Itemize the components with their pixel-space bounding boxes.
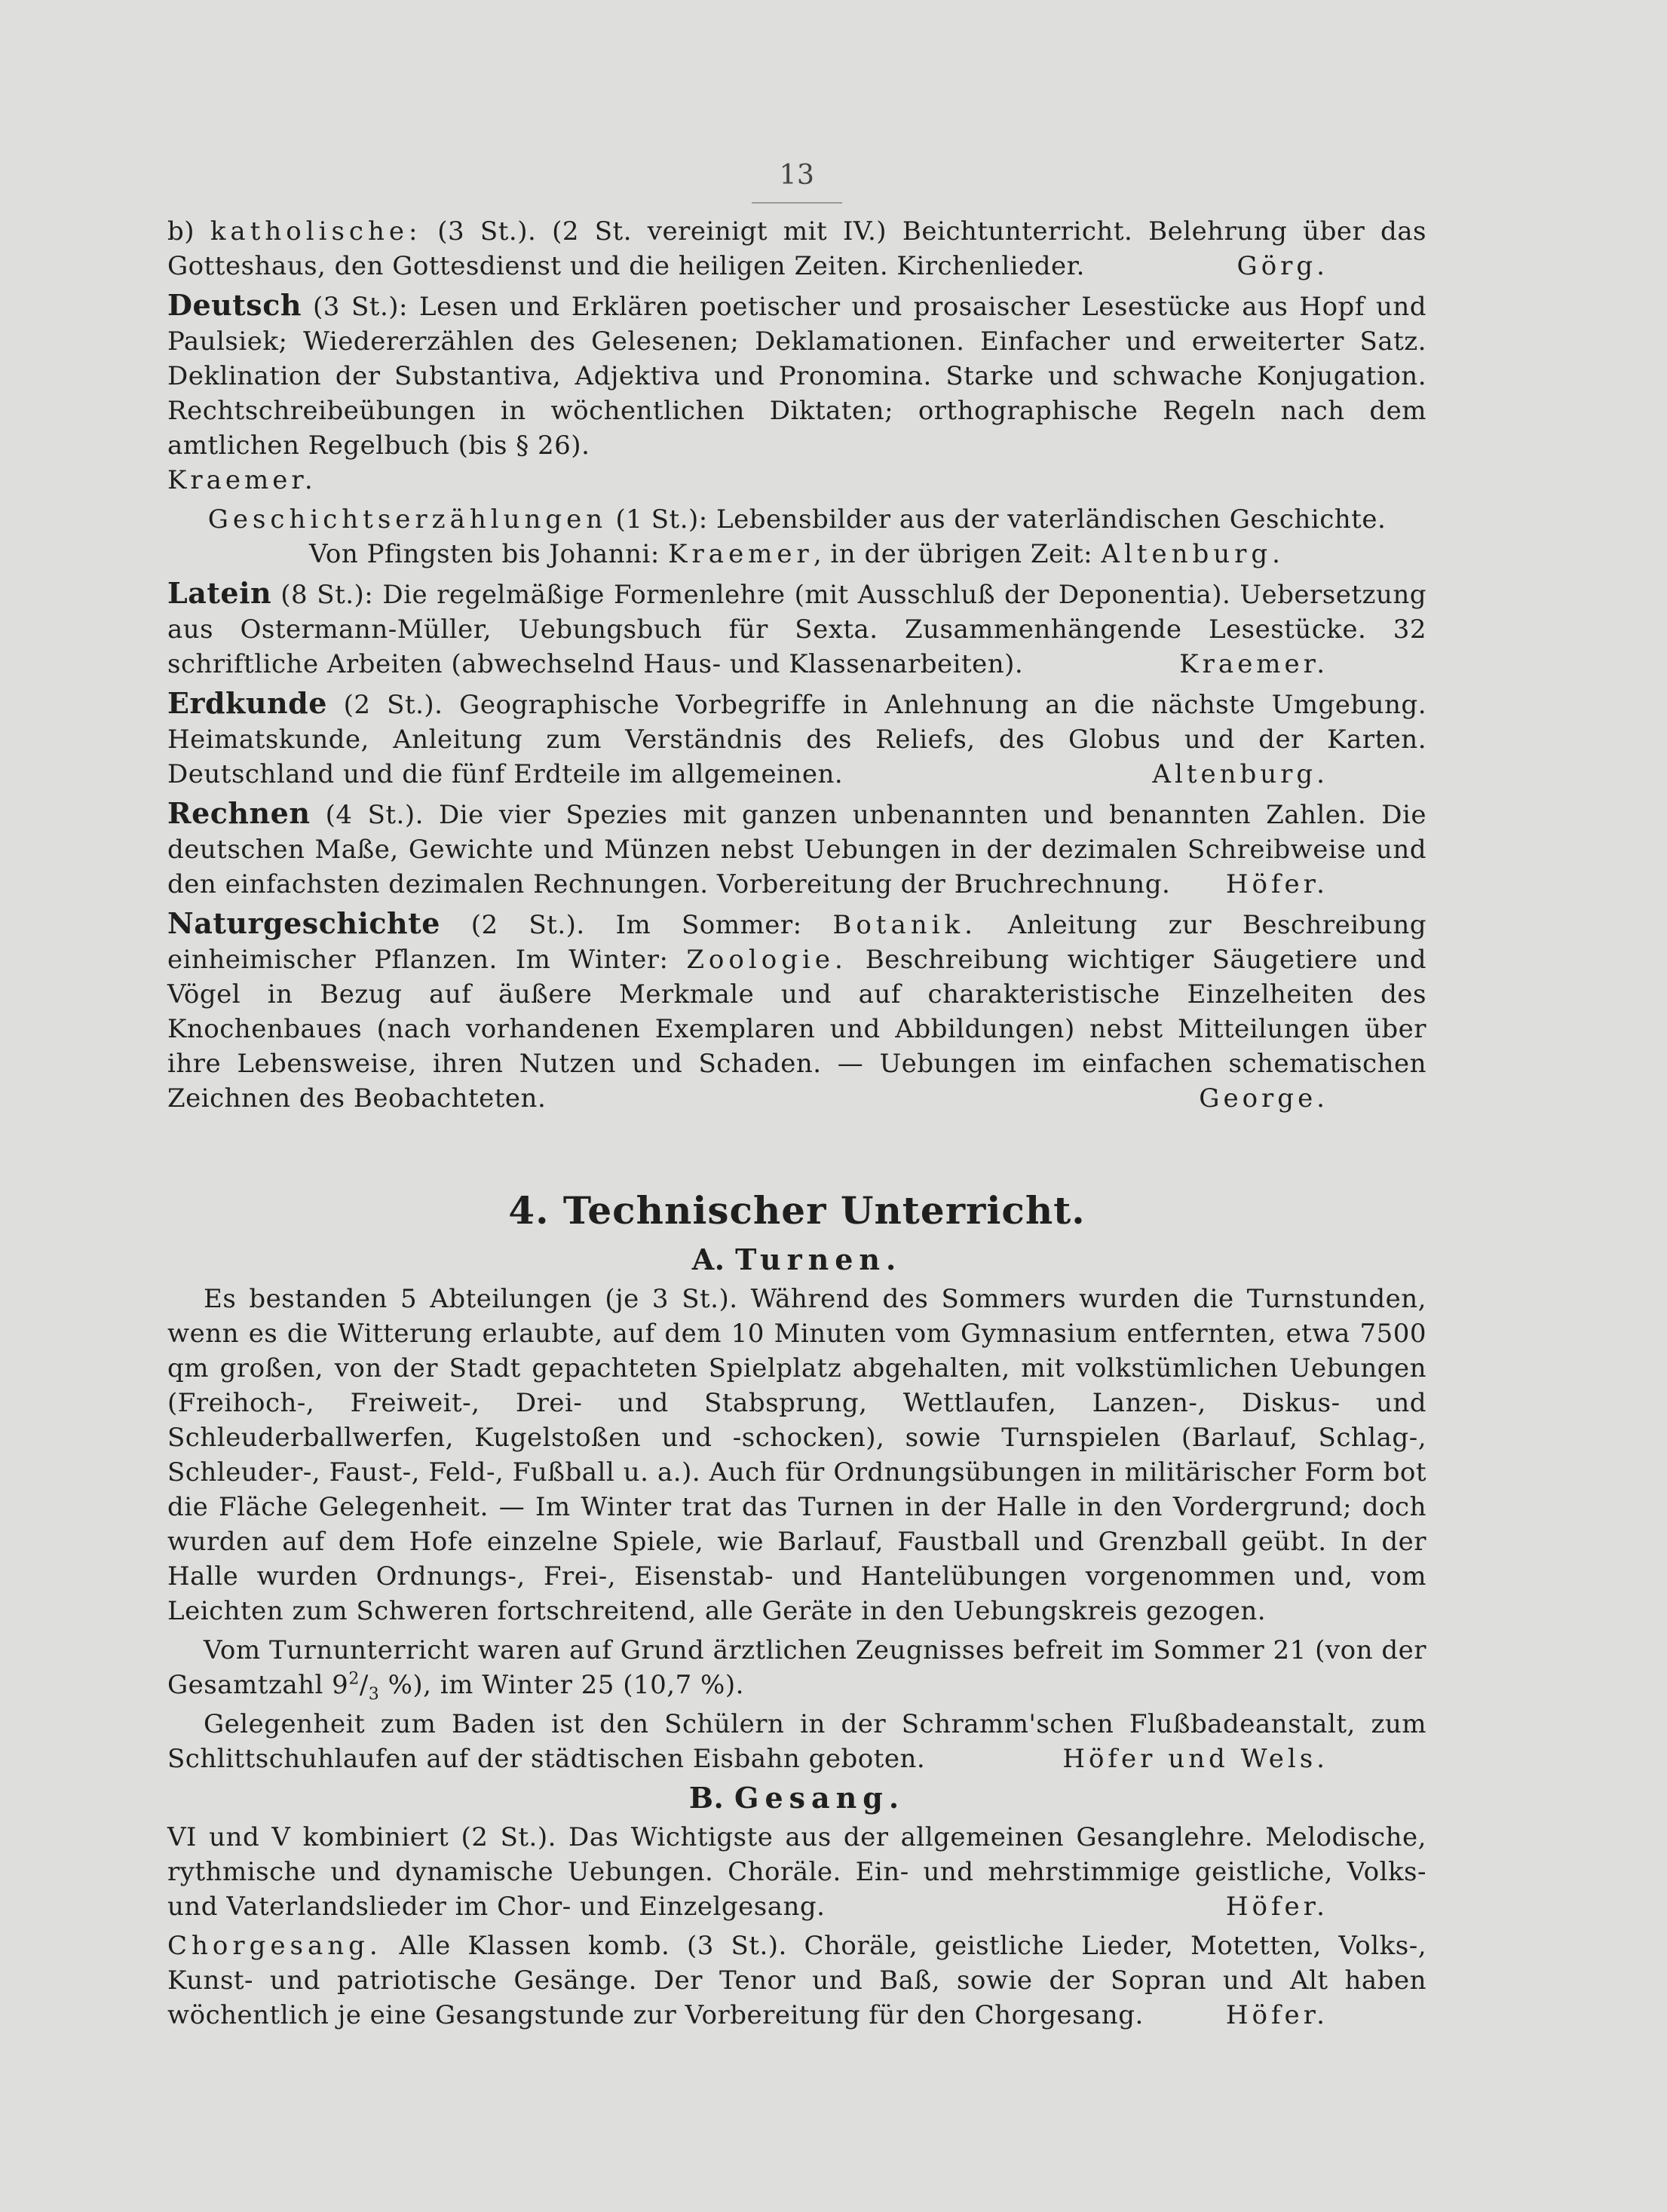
- naturgeschichte-text-c: Beschreibung wichtiger Säugetiere und Vögel in Bezug auf äußere Merkmale und auf charakteristische Einzelheiten des Knochenbaues (nach vorhandenen Exemplaren und Abbildungen) nebst Mitteilungen über ihre Lebensweise, ihren Nutzen und Schaden. — Uebungen im einfachen schematischen Zeichnen des Beobachteten.: [167, 945, 1427, 1114]
- turnen-heading-text: Turnen.: [735, 1242, 902, 1276]
- turnen-frac-num: 2: [348, 1669, 360, 1689]
- geschichte-teacher-a: Kraemer: [668, 539, 814, 569]
- gesang-item2-text: Alle Klassen komb. (3 St.). Choräle, geistliche Lieder, Motetten, Volks-, Kunst- und patriotische Gesänge. Der Tenor und Baß, sowie der Sopran und Alt haben wöchentlich je eine Gesangstunde zur Vorbereitung für den Chorgesang.: [167, 1931, 1426, 2030]
- geschichte-period-a: Von Pfingsten bis Johanni:: [309, 539, 669, 569]
- religion-text: (3 St.). (2 St. vereinigt mit IV.) Beichtunterricht. Belehrung über das Gotteshaus, den Gottesdienst und die heiligen Zeiten. Kirchenlieder.: [167, 216, 1426, 281]
- turnen-heading-prefix: A.: [691, 1242, 736, 1276]
- turnen-heading: [167, 1242, 1426, 1277]
- deutsch-text: (3 St.): Lesen und Erklären poetischer und prosaischer Lesestücke aus Hopf und Paulsiek; Wiedererzählen des Gelesenen; Deklamationen. Einfacher und erweiterter Satz. Deklination der Substantiva, Adjektiva und Pronomina. Starke und schwache Konjugation. Rechtschreibeübungen in wöchentlichen Diktaten; orthographische Regeln nach dem amtlichen Regelbuch (bis § 26).: [167, 292, 1427, 461]
- gesang-heading-prefix: B.: [688, 1781, 734, 1815]
- deutsch-teacher: Kraemer.: [167, 465, 317, 495]
- deutsch-subject: Deutsch: [167, 288, 302, 322]
- turnen-paragraph-2: Vom Turnunterricht waren auf Grund ärztlichen Zeugnisses befreit im Sommer 21 (von der Gesamtzahl $9^2/_3$ %), im Winter 25 (10,7 %).: [167, 1635, 1426, 1704]
- geschichte-entry: [167, 502, 1426, 571]
- naturgeschichte-zoologie: Zoologie.: [686, 945, 847, 975]
- naturgeschichte-teacher: George.: [1199, 1083, 1328, 1114]
- erdkunde-subject: Erdkunde: [167, 686, 327, 720]
- page-number: 13: [167, 158, 1426, 204]
- rechnen-subject: Rechnen: [167, 796, 311, 830]
- erdkunde-teacher: Altenburg.: [1152, 759, 1328, 789]
- latein-text: (8 St.): Die regelmäßige Formenlehre (mit Ausschluß der Deponentia). Uebersetzung aus Ostermann-Müller, Uebungsbuch für Sexta. Zusammenhängende Lesestücke. 32 schriftliche Arbeiten (abwechselnd Haus- und Klassenarbeiten).: [167, 580, 1426, 679]
- turnen-teacher: Höfer und Wels.: [1062, 1744, 1328, 1774]
- naturgeschichte-subject: Naturgeschichte: [167, 906, 440, 940]
- geschichte-label: Geschichtserzählungen: [207, 504, 608, 535]
- gesang-heading: [167, 1781, 1426, 1815]
- rechnen-text: (4 St.). Die vier Spezies mit ganzen unbenannten und benannten Zahlen. Die deutschen Maße, Gewichte und Münzen nebst Uebungen in der dezimalen Schreibweise und den einfachsten dezimalen Rechnungen. Vorbereitung der Bruchrechnung.: [167, 800, 1426, 899]
- turnen-para2-c: %).: [700, 1670, 744, 1700]
- turnen-frac-den: 3: [368, 1684, 380, 1704]
- geschichte-teacher-b: Altenburg.: [1101, 539, 1285, 569]
- naturgeschichte-botanik: Botanik.: [832, 910, 977, 940]
- gesang-item-1: [167, 1820, 1426, 1924]
- rechnen-teacher: Höfer.: [1225, 869, 1328, 899]
- gesang-item1-text: (2 St.). Das Wichtigste aus der allgemeinen Gesanglehre. Melodische, rythmische und dynamische Uebungen. Choräle. Ein- und mehrstimmige geistliche, Volks- und Vaterlandslieder im Chor- und Einzelgesang.: [167, 1822, 1426, 1922]
- erdkunde-text: (2 St.). Geographische Vorbegriffe in Anlehnung an die nächste Umgebung. Heimatskunde, Anleitung zum Verständnis des Reliefs, des Globus und der Karten. Deutschland und die fünf Erdteile im allgemeinen.: [167, 690, 1426, 789]
- naturgeschichte-entry: [167, 906, 1426, 1116]
- geschichte-period-b: , in der übrigen Zeit:: [813, 539, 1102, 569]
- latein-subject: Latein: [167, 576, 272, 610]
- gesang-item1-label: VI und V kombiniert: [167, 1822, 449, 1852]
- gesang-heading-text: Gesang.: [734, 1781, 906, 1815]
- naturgeschichte-text-a: (2 St.). Im Sommer:: [470, 910, 833, 940]
- turnen-para2-b: %), im Winter 25 (10,7: [379, 1670, 701, 1700]
- gesang-item-2: [167, 1929, 1426, 2033]
- rechnen-entry: [167, 796, 1426, 902]
- turnen-para3-text: Gelegenheit zum Baden ist den Schülern in der Schramm'schen Flußbadeanstalt, zum Schlittschuhlaufen auf der städtischen Eisbahn geboten.: [167, 1709, 1426, 1774]
- deutsch-entry: [167, 288, 1426, 498]
- religion-prefix: b): [167, 216, 210, 247]
- gesang-item2-label: Chorgesang.: [167, 1931, 382, 1961]
- latein-entry: [167, 576, 1426, 682]
- geschichte-text: (1 St.): Lebensbilder aus der vaterländischen Geschichte.: [615, 504, 1387, 535]
- latein-teacher: Kraemer.: [1179, 649, 1328, 679]
- religion-label: katholische:: [210, 216, 422, 247]
- gesang-item1-teacher: Höfer.: [1225, 1892, 1328, 1922]
- naturgeschichte-text-b: Anleitung zur Beschreibung einheimischer Pflanzen. Im Winter:: [167, 910, 1426, 975]
- gesang-item2-teacher: Höfer.: [1225, 2000, 1328, 2030]
- section-title-technical: 4. Technischer Unterricht.: [508, 1188, 1086, 1233]
- turnen-paragraph-1: Es bestanden 5 Abteilungen (je 3 St.). Während des Sommers wurden die Turnstunden, wenn es die Witterung erlaubte, auf dem 10 Minuten vom Gymnasium entfernten, etwa 7500 qm großen, von der Stadt gepachteten Spielplatz abgehalten, mit volkstümlichen Uebungen (Freihoch-, Freiweit-, Drei- und Stabsprung, Wettlaufen, Lanzen-, Diskus- und Schleuderballwerfen, Kugelstoßen und -schocken), sowie Turnspielen (Barlauf, Schlag-, Schleuder-, Faust-, Feld-, Fußball u. a.). Auch für Ordnungsübungen in militärischer Form bot die Fläche Gelegenheit. — Im Winter trat das Turnen in der Halle in den Vordergrund; doch wurden auf dem Hofe einzelne Spiele, wie Barlauf, Faustball und Grenzball geübt. In der Halle wurden Ordnungs-, Frei-, Eisenstab- und Hantelübungen vorgenommen und, vom Leichten zum Schweren fortschreitend, alle Geräte in den Uebungskreis gezogen.: [167, 1284, 1426, 1626]
- turnen-para2-a: Vom Turnunterricht waren auf Grund ärztlichen Zeugnisses befreit im Sommer 21 (von der Gesamtzahl 9: [167, 1635, 1426, 1700]
- turnen-paragraph-3: [167, 1707, 1426, 1776]
- document-page: [167, 158, 1426, 2037]
- religion-teacher: Görg.: [1236, 251, 1328, 281]
- erdkunde-entry: [167, 686, 1426, 792]
- religion-catholic-entry: [167, 214, 1426, 283]
